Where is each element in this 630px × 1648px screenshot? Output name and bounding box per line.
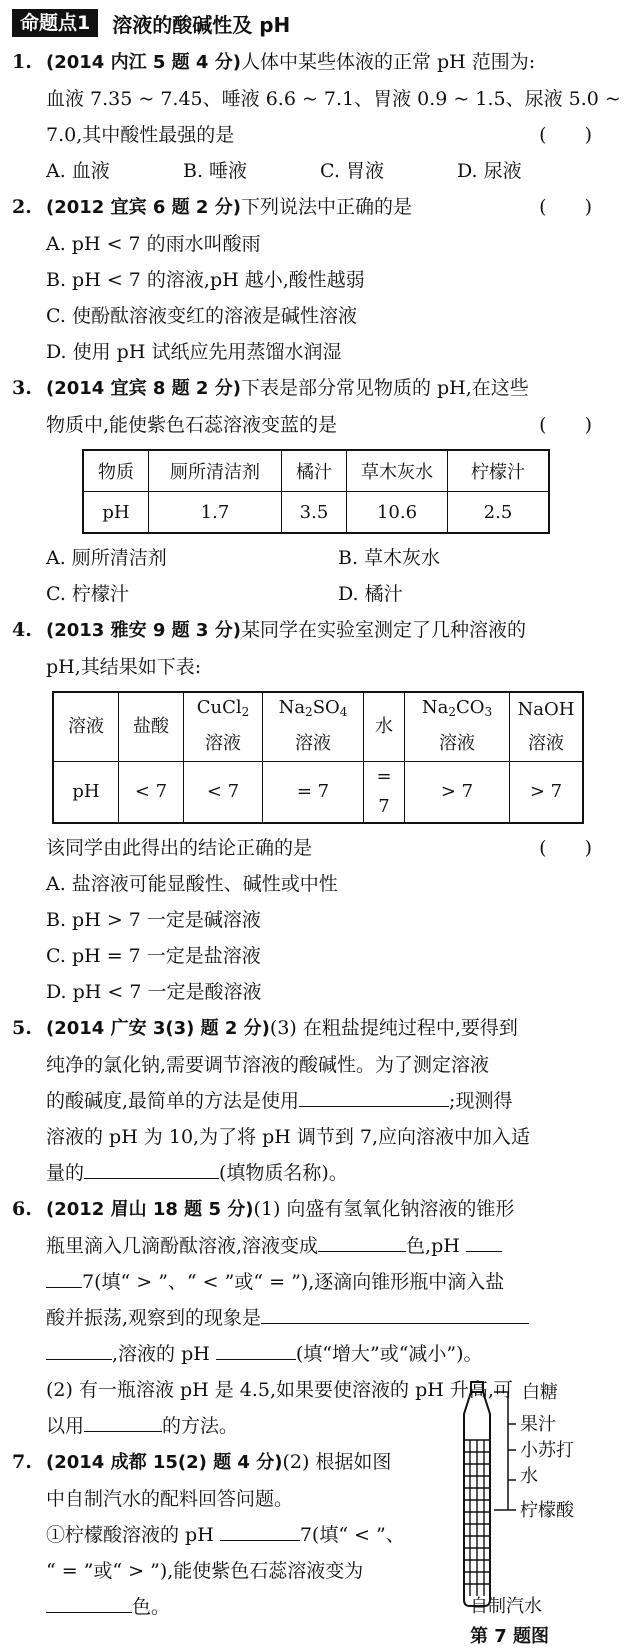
question-text: 下列说法中正确的是 (240, 196, 412, 218)
option-d[interactable]: D. 橘汁 (338, 583, 403, 605)
options-row-1 (12, 540, 630, 576)
table-row (83, 492, 549, 534)
option-b[interactable]: B. pH > 7 一定是碱溶液 (46, 909, 261, 931)
option-c[interactable]: C. 胃液 (320, 160, 384, 182)
option-a[interactable]: A. 厕所清洁剂 (46, 547, 167, 569)
figure-caption: 第 7 题图 (470, 1626, 550, 1647)
table-cell: > 7 (405, 762, 510, 824)
question-text: 色。 (132, 1596, 171, 1618)
option-b[interactable]: B. 唾液 (183, 160, 248, 182)
section-tag: 命题点1 (12, 9, 98, 37)
answer-blank[interactable] (84, 1411, 162, 1432)
question-2 (12, 189, 630, 370)
table-cell: 溶液 (405, 727, 510, 762)
answer-paren[interactable]: ( ) (539, 124, 592, 146)
ingredient-label: 水 (520, 1466, 538, 1487)
answer-blank[interactable] (46, 1339, 112, 1360)
bottle-label: 自制汽水 (470, 1596, 542, 1617)
question-text: 该同学由此得出的结论正确的是 (46, 837, 313, 859)
answer-blank[interactable] (261, 1303, 529, 1324)
ph-table (82, 449, 550, 534)
question-text: 7.0,其中酸性最强的是 (46, 124, 235, 146)
section-header (12, 8, 630, 38)
formula-subscript: 2 (241, 705, 250, 719)
table-cell: = 7 (263, 762, 364, 824)
ingredient-label: 果汁 (520, 1414, 556, 1435)
formula-subscript: 2 (448, 705, 456, 719)
option-b[interactable]: B. 草木灰水 (338, 547, 441, 569)
formula-subscript: 3 (484, 705, 493, 719)
option-b[interactable]: B. pH < 7 的溶液,pH 越小,酸性越弱 (46, 269, 365, 291)
option-c[interactable]: C. 使酚酞溶液变红的溶液是碱性溶液 (46, 305, 357, 327)
answer-blank[interactable] (318, 1231, 406, 1252)
question-1 (12, 44, 630, 189)
answer-blank[interactable] (216, 1339, 296, 1360)
table-cell (263, 692, 364, 727)
table-cell: 3.5 (282, 492, 347, 534)
question-text: 的酸碱度,最简单的方法是使用 (46, 1090, 300, 1112)
table-cell: 物质 (83, 450, 149, 492)
question-number: 4. (12, 619, 32, 641)
answer-blank[interactable] (299, 1086, 449, 1107)
question-text: 瓶里滴入几滴酚酞溶液,溶液变成 (46, 1235, 319, 1257)
table-cell: 盐酸 (119, 692, 184, 762)
question-text: 物质中,能使紫色石蕊溶液变蓝的是 (46, 414, 338, 436)
table-cell: 橘汁 (282, 450, 347, 492)
table-cell: 溶液 (263, 727, 364, 762)
option-a[interactable]: A. 血液 (46, 160, 110, 182)
option-a[interactable]: A. pH < 7 的雨水叫酸雨 (46, 233, 261, 255)
question-text: (填“增大”或“减小”)。 (295, 1343, 483, 1365)
table-cell: > 7 (510, 762, 584, 824)
table-row (53, 762, 583, 824)
question-text: (1) 向盛有氢氧化钠溶液的锥形 (253, 1198, 515, 1220)
ingredient-label: 白糖 (522, 1382, 558, 1403)
question-4 (12, 612, 630, 1010)
question-number: 5. (12, 1017, 32, 1039)
question-source: (2014 宜宾 8 题 2 分) (46, 378, 241, 399)
question-number: 1. (12, 51, 32, 73)
answer-paren[interactable]: ( ) (539, 196, 592, 218)
question-text: 7(填“ > ”、“ < ”或“ = ”),逐滴向锥形瓶中滴入盐 (82, 1271, 505, 1293)
answer-paren[interactable]: ( ) (539, 837, 592, 859)
question-source: (2014 广安 3(3) 题 2 分) (46, 1018, 270, 1039)
question-text: 的方法。 (162, 1415, 239, 1437)
option-d[interactable]: D. 尿液 (457, 160, 522, 182)
table-cell (405, 692, 510, 727)
ingredient-label: 小苏打 (520, 1440, 574, 1461)
table-cell: 水 (364, 692, 405, 762)
table-cell: 厕所清洁剂 (149, 450, 282, 492)
question-text: 色,pH (406, 1235, 460, 1257)
table-cell (184, 692, 263, 727)
question-source: (2014 成都 15(2) 题 4 分) (46, 1452, 283, 1473)
question-text: pH,其结果如下表: (46, 656, 202, 678)
table-cell: 10.6 (347, 492, 448, 534)
question-text: 酸并振荡,观察到的现象是 (46, 1307, 262, 1329)
question-3 (12, 370, 630, 612)
question-number: 3. (12, 377, 32, 399)
question-5 (12, 1010, 630, 1191)
question-text: 量的 (46, 1162, 85, 1184)
options-row-2 (12, 576, 630, 612)
question-source: (2013 雅安 9 题 3 分) (46, 620, 241, 641)
formula-text: SO (312, 697, 340, 718)
question-number: 6. (12, 1198, 32, 1220)
table-header-row (53, 692, 583, 727)
question-text: 下表是部分常见物质的 pH,在这些 (240, 377, 529, 399)
table-header-row (83, 450, 549, 492)
formula-text: Na (421, 697, 449, 718)
answer-blank[interactable] (46, 1592, 132, 1613)
question-text: (3) 在粗盐提纯过程中,要得到 (269, 1017, 518, 1039)
question-source: (2012 宜宾 6 题 2 分) (46, 197, 241, 218)
answer-blank[interactable] (220, 1520, 300, 1541)
option-a[interactable]: A. 盐溶液可能显酸性、碱性或中性 (46, 873, 338, 895)
table-cell: pH (83, 492, 149, 534)
question-text: 某同学在实验室测定了几种溶液的 (240, 619, 526, 641)
question-source: (2014 内江 5 题 4 分) (46, 52, 241, 73)
section-title: 溶液的酸碱性及 pH (112, 12, 291, 37)
answer-paren[interactable]: ( ) (539, 414, 592, 436)
formula-subscript: 4 (339, 705, 348, 719)
answer-blank[interactable] (466, 1231, 502, 1252)
question-text: (2) 根据如图 (282, 1451, 392, 1473)
table-cell: 2.5 (448, 492, 550, 534)
answer-blank[interactable] (46, 1267, 82, 1288)
question-text: (2) 有一瓶溶液 pH 是 4.5,如果要使溶液的 pH 升高,可 (46, 1379, 513, 1401)
question-text: 以用 (46, 1415, 85, 1437)
question-text: 人体中某些体液的正常 pH 范围为: (240, 51, 536, 73)
table-cell: 1.7 (149, 492, 282, 534)
question-text: (填物质名称)。 (219, 1162, 348, 1184)
formula-text: CO (455, 697, 485, 718)
formula-text: Na (278, 697, 306, 718)
question-text: ;现测得 (449, 1090, 513, 1112)
option-d[interactable]: D. 使用 pH 试纸应先用蒸馏水润湿 (46, 341, 342, 363)
question-text: “ = ”或“ > ”),能使紫色石蕊溶液变为 (46, 1560, 364, 1582)
table-cell: pH (53, 762, 119, 824)
table-cell: < 7 (184, 762, 263, 824)
table-cell: 草木灰水 (347, 450, 448, 492)
table-cell: = 7 (364, 762, 405, 824)
question-text: ,溶液的 pH (112, 1343, 210, 1365)
options (12, 153, 630, 189)
question-text: ①柠檬酸溶液的 pH (46, 1524, 214, 1546)
solution-ph-table (52, 691, 584, 824)
table-cell: 溶液 (184, 727, 263, 762)
question-number: 2. (12, 196, 32, 218)
option-c[interactable]: C. pH = 7 一定是盐溶液 (46, 945, 261, 967)
question-text: 血液 7.35 ~ 7.45、唾液 6.6 ~ 7.1、胃液 0.9 ~ 1.5、尿液 5.0 ~ (46, 88, 621, 110)
formula-subscript: 2 (305, 705, 313, 719)
ingredient-label: 柠檬酸 (520, 1500, 574, 1521)
question-text: 7(填“ < ”、 (299, 1524, 405, 1546)
table-cell: 柠檬汁 (448, 450, 550, 492)
table-cell: 溶液 (53, 692, 119, 762)
question-number: 7. (12, 1451, 32, 1473)
question-text: 溶液的 pH 为 10,为了将 pH 调节到 7,应向溶液中加入适 (46, 1126, 531, 1148)
option-d[interactable]: D. pH < 7 一定是酸溶液 (46, 981, 262, 1003)
question-source: (2012 眉山 18 题 5 分) (46, 1199, 254, 1220)
formula-text: CuCl (196, 697, 242, 718)
question-text: 中自制汽水的配料回答问题。 (46, 1488, 294, 1510)
table-cell: < 7 (119, 762, 184, 824)
option-c[interactable]: C. 柠檬汁 (46, 583, 129, 605)
table-cell: 溶液 (510, 727, 584, 762)
question-text: 纯净的氯化钠,需要调节溶液的酸碱性。为了测定溶液 (46, 1054, 490, 1076)
answer-blank[interactable] (84, 1158, 219, 1179)
table-cell: NaOH (510, 692, 584, 727)
